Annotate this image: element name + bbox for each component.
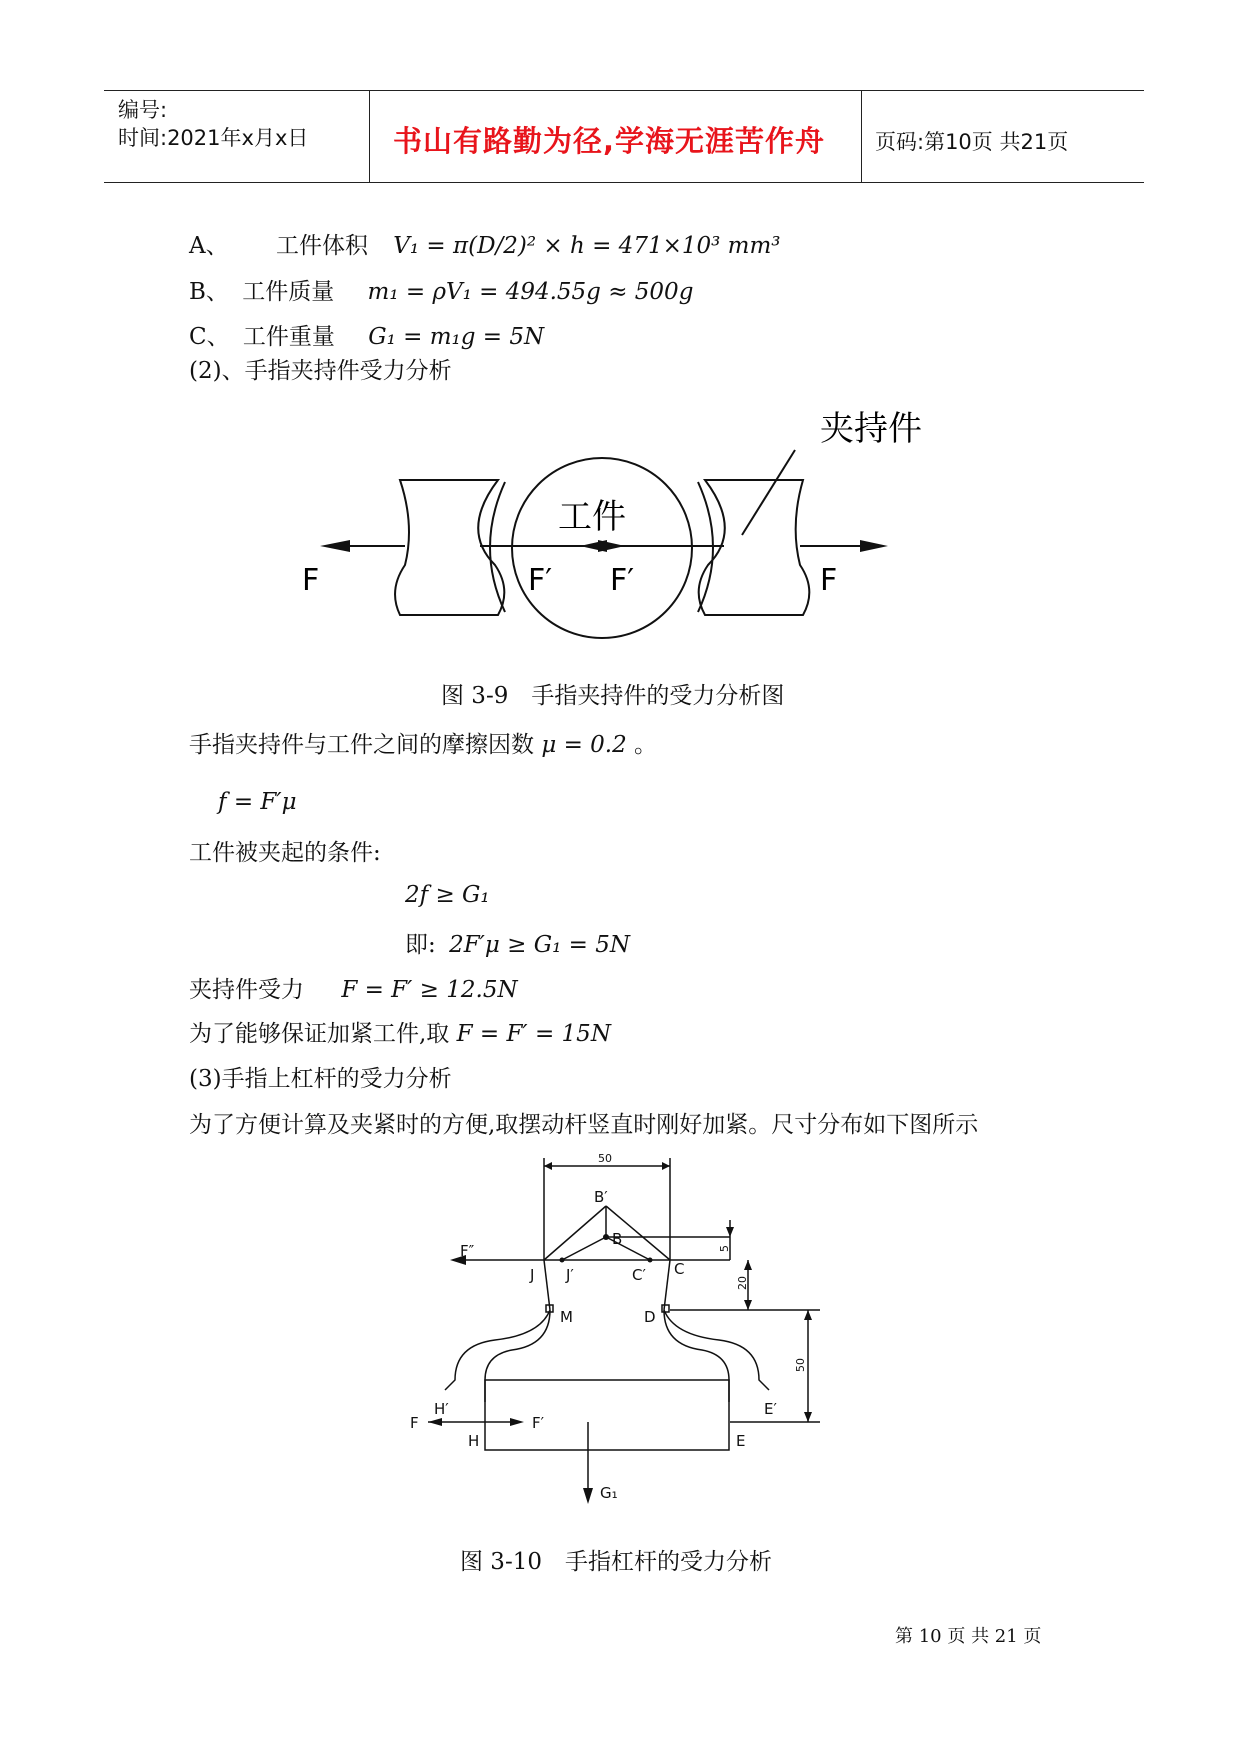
- line-a: [189, 227, 781, 260]
- line-b-text: 工件质量: [242, 279, 335, 305]
- line-a-text: 工件体积: [275, 233, 368, 259]
- header-divider-right: [861, 90, 862, 182]
- label-b: B: [612, 1230, 623, 1248]
- friction-text: 手指夹持件与工件之间的摩擦因数: [189, 732, 534, 758]
- line-a-label: A、: [189, 233, 229, 259]
- label-c: C: [674, 1260, 685, 1278]
- label-m: M: [560, 1308, 573, 1326]
- label-e-prime: E′: [764, 1400, 777, 1418]
- line-c: [189, 318, 544, 351]
- line-b-formula: m₁ = ρV₁ = 494.55g ≈ 500g: [367, 279, 694, 305]
- label-h-prime: H′: [434, 1400, 449, 1418]
- friction-end: 。: [634, 732, 658, 758]
- header-page-info: 页码:第10页 共21页: [875, 130, 1069, 154]
- footer-page: 第 10 页 共 21 页: [895, 1626, 1042, 1647]
- arrow-g: [583, 1488, 593, 1504]
- clamp-formula: F = F′ ≥ 12.5N: [341, 977, 518, 1003]
- arrow-f-bottom: [428, 1418, 442, 1426]
- ensure-line: [189, 1015, 611, 1048]
- right-clamp: [699, 480, 810, 615]
- figure-3-10: [400, 1150, 860, 1530]
- arrow-fp-bottom: [510, 1418, 524, 1426]
- header-time-label: 时间:2021年x月x日: [118, 126, 309, 150]
- ensure-text: 为了能够保证加紧工件,取: [189, 1021, 450, 1047]
- workpiece-body: [485, 1380, 729, 1450]
- arrow-fp-right: [580, 540, 607, 552]
- section-3-heading: (3)手指上杠杆的受力分析: [189, 1066, 452, 1092]
- friction-line: [189, 726, 657, 759]
- description-text: 为了方便计算及夹紧时的方便,取摆动杆竖直时刚好加紧。尺寸分布如下图所示: [189, 1112, 979, 1138]
- header-divider-left: [369, 90, 370, 182]
- condition-formula: 2f ≥ G₁: [405, 882, 490, 908]
- label-f-prime: F′: [532, 1414, 545, 1432]
- arrow-f-left: [320, 540, 350, 552]
- header-number-label: 编号:: [118, 98, 168, 122]
- label-j-prime: J′: [566, 1266, 574, 1284]
- line-c-text: 工件重量: [242, 324, 335, 350]
- label-d: D: [644, 1308, 656, 1326]
- dim-50: 50: [794, 1358, 807, 1372]
- line-c-label: C、: [189, 324, 230, 350]
- condition-text: 工件被夹起的条件:: [189, 840, 381, 866]
- figure-3-10-caption: 图 3-10 手指杠杆的受力分析: [460, 1549, 772, 1575]
- left-clamp: [395, 480, 504, 615]
- right-finger-outer: [664, 1310, 769, 1390]
- label-b-prime: B′: [594, 1188, 608, 1206]
- header-bottom-rule: [104, 182, 1144, 183]
- arrow-f-right: [860, 540, 888, 552]
- label-fp-right: F′: [610, 563, 635, 598]
- clamp-text: 夹持件受力: [189, 977, 304, 1003]
- label-fp-left: F′: [528, 563, 553, 598]
- header-top-rule: [104, 90, 1144, 91]
- dim-top: 50: [598, 1152, 612, 1165]
- label-h: H: [468, 1432, 480, 1450]
- left-finger-outer: [445, 1310, 550, 1390]
- label-f-right: F: [820, 563, 838, 598]
- figure-3-9-caption: 图 3-9 手指夹持件的受力分析图: [441, 683, 785, 709]
- line-b: [189, 273, 693, 306]
- clamp-leader-line: [742, 450, 795, 535]
- ie-label: 即:: [405, 932, 436, 958]
- figure-3-9: [280, 400, 970, 650]
- label-e: E: [736, 1432, 746, 1450]
- dim-5: 5: [718, 1245, 731, 1252]
- header-motto: 书山有路勤为径,学海无涯苦作舟: [393, 124, 826, 158]
- line-c-formula: G₁ = m₁g = 5N: [368, 324, 545, 350]
- line-b-label: B、: [189, 279, 229, 305]
- line-a-formula: V₁ = π(D/2)² × h = 471×10³ mm³: [393, 233, 781, 259]
- label-work: 工件: [558, 497, 626, 537]
- friction-formula: μ = 0.2: [541, 732, 627, 758]
- label-f: F: [410, 1414, 419, 1432]
- clamp-line: [189, 971, 518, 1004]
- label-f-double-prime: F″: [460, 1242, 475, 1260]
- ensure-formula: F = F′ = 15N: [456, 1021, 611, 1047]
- label-j: J: [530, 1266, 535, 1284]
- label-g1: G₁: [600, 1484, 618, 1502]
- ie-formula: 2F′μ ≥ G₁ = 5N: [449, 932, 630, 958]
- ie-line: [405, 926, 630, 959]
- label-c-prime: C′: [632, 1266, 646, 1284]
- f-formula: f = F′μ: [218, 789, 297, 815]
- section-2-heading: (2)、手指夹持件受力分析: [189, 358, 452, 384]
- label-clamp: 夹持件: [820, 409, 922, 449]
- label-f-left: F: [302, 563, 320, 598]
- dim-20: 20: [736, 1276, 749, 1290]
